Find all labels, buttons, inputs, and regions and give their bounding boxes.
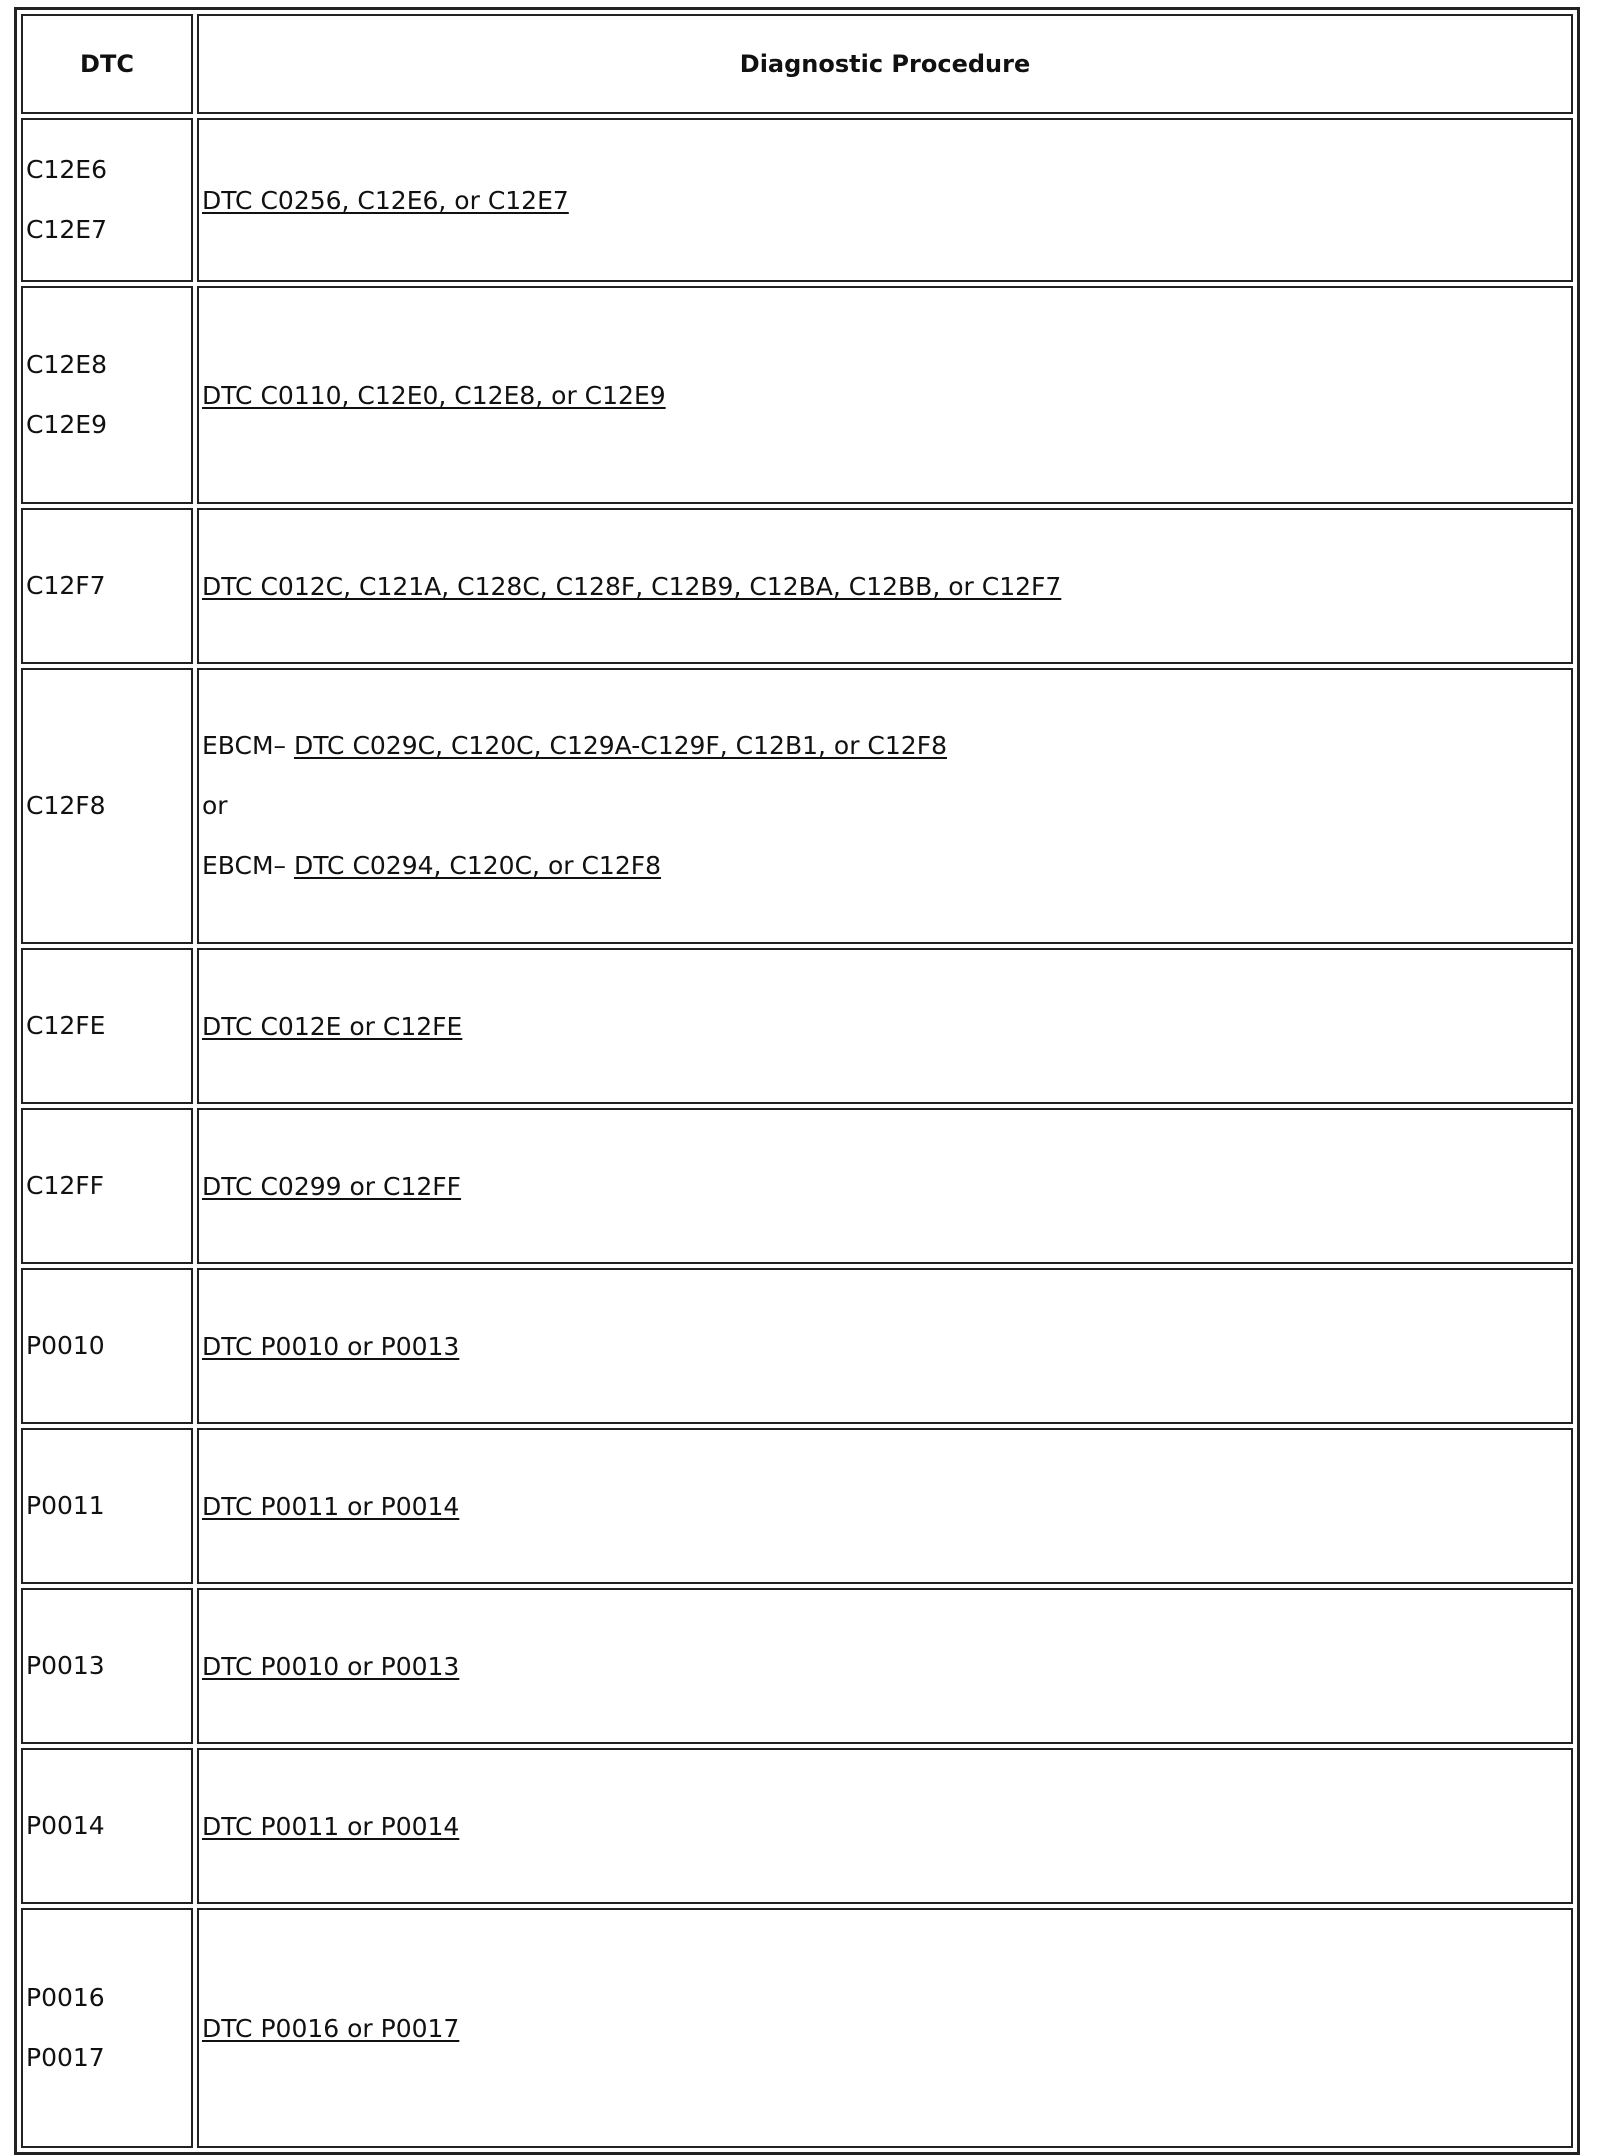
dtc-cell [21, 1748, 193, 1904]
procedure-cell [197, 118, 1573, 282]
dtc-cell [21, 1108, 193, 1264]
dtc-cell [21, 508, 193, 664]
dtc-cell [21, 948, 193, 1104]
dtc-procedure-table [14, 7, 1580, 2155]
procedure-link[interactable]: DTC C012E or C12FE [202, 1011, 463, 1041]
table-row [21, 668, 1573, 944]
dtc-code: C12E7 [26, 215, 107, 244]
dtc-code: P0017 [26, 2043, 105, 2072]
dtc-code: C12E8 [26, 350, 107, 379]
dtc-cell [21, 286, 193, 504]
procedure-cell [197, 508, 1573, 664]
procedure-line [202, 836, 1571, 896]
procedure-link[interactable]: DTC C0294, C120C, or C12F8 [293, 851, 662, 880]
procedure-line [202, 716, 1571, 776]
procedure-column-header: Diagnostic Procedure [197, 14, 1573, 114]
table-row [21, 508, 1573, 664]
procedure-cell [197, 1748, 1573, 1904]
table-row [21, 286, 1573, 504]
dtc-code: P0013 [26, 1651, 105, 1680]
procedure-cell [197, 1428, 1573, 1584]
procedure-link[interactable]: DTC P0011 or P0014 [202, 1491, 460, 1521]
procedure-link[interactable]: DTC C029C, C120C, C129A-C129F, C12B1, or C12F8 [293, 731, 947, 760]
table-row [21, 1108, 1573, 1264]
table-header-row [21, 14, 1573, 114]
dtc-code: C12F8 [26, 791, 106, 820]
procedure-separator: or [202, 791, 228, 820]
procedure-link[interactable]: DTC C0299 or C12FF [202, 1171, 462, 1201]
dtc-cell [21, 1908, 193, 2148]
procedure-link[interactable]: DTC P0010 or P0013 [202, 1651, 460, 1681]
dtc-code: C12F7 [26, 571, 106, 600]
procedure-link[interactable]: DTC P0011 or P0014 [202, 1811, 460, 1841]
procedure-cell [197, 1268, 1573, 1424]
table-row [21, 118, 1573, 282]
dtc-cell [21, 1428, 193, 1584]
module-prefix: EBCM– [202, 731, 294, 760]
dtc-code: C12E6 [26, 155, 107, 184]
procedure-cell [197, 286, 1573, 504]
procedure-cell [197, 1108, 1573, 1264]
procedure-cell [197, 1588, 1573, 1744]
dtc-code: C12E9 [26, 410, 107, 439]
table-row [21, 1268, 1573, 1424]
dtc-cell [21, 118, 193, 282]
dtc-column-header: DTC [21, 14, 193, 114]
table-row [21, 1908, 1573, 2148]
dtc-code: C12FE [26, 1011, 106, 1040]
procedure-cell [197, 668, 1573, 944]
dtc-code: P0011 [26, 1491, 105, 1520]
dtc-cell [21, 1588, 193, 1744]
table-row [21, 1588, 1573, 1744]
dtc-code: P0014 [26, 1811, 105, 1840]
module-prefix: EBCM– [202, 851, 294, 880]
table-row [21, 1748, 1573, 1904]
procedure-link[interactable]: DTC C0110, C12E0, C12E8, or C12E9 [202, 380, 666, 410]
procedure-cell [197, 1908, 1573, 2148]
dtc-cell [21, 1268, 193, 1424]
procedure-link[interactable]: DTC P0010 or P0013 [202, 1331, 460, 1361]
dtc-code: P0016 [26, 1983, 105, 2012]
dtc-code: C12FF [26, 1171, 105, 1200]
procedure-link[interactable]: DTC P0016 or P0017 [202, 2013, 460, 2043]
procedure-link[interactable]: DTC C012C, C121A, C128C, C128F, C12B9, C12BA, C12BB, or C12F7 [202, 571, 1062, 601]
dtc-cell [21, 668, 193, 944]
table-row [21, 948, 1573, 1104]
procedure-cell [197, 948, 1573, 1104]
table-row [21, 1428, 1573, 1584]
dtc-code: P0010 [26, 1331, 105, 1360]
procedure-link[interactable]: DTC C0256, C12E6, or C12E7 [202, 185, 569, 215]
